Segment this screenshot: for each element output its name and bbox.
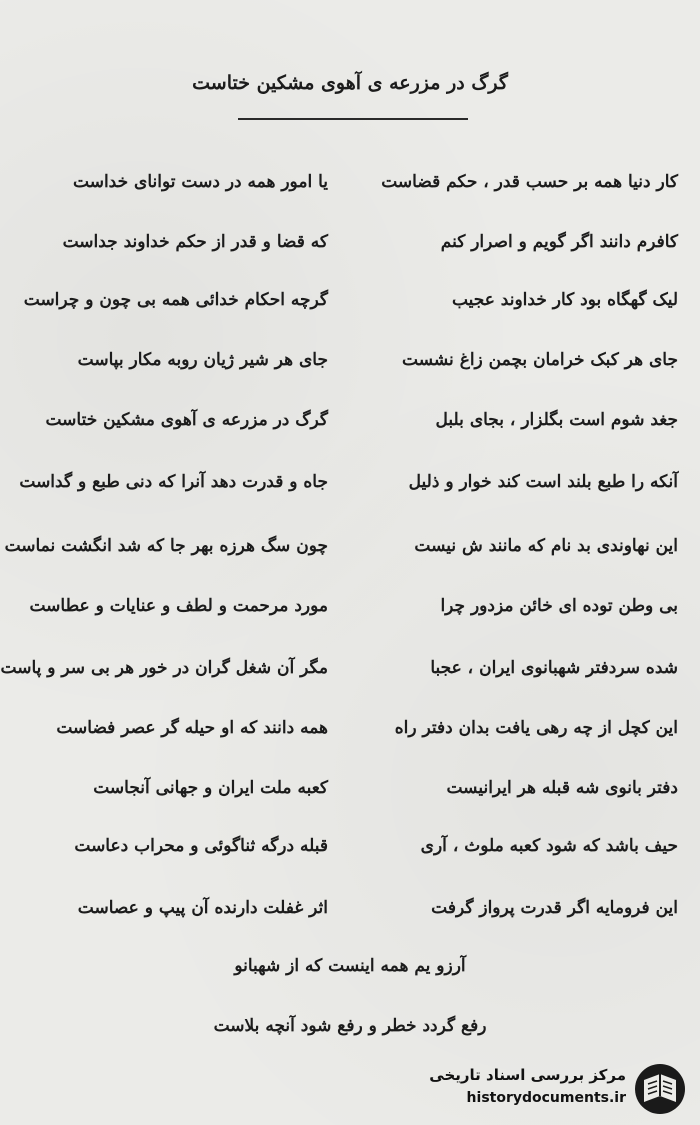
verse-second-hemistich: چون سگ هرزه بهر جا که شد انگشت نماست <box>4 536 328 556</box>
verse-row <box>0 888 700 928</box>
verse-second-hemistich: قبله درگه ثناگوئی و محراب دعاست <box>74 836 328 856</box>
verse-second-hemistich: همه دانند که او حیله گر عصر فضاست <box>56 718 328 738</box>
verse-row <box>0 526 700 566</box>
verse-first-hemistich: این فرومایه اگر قدرت پرواز گرفت <box>431 898 678 918</box>
verse-second-hemistich: مگر آن شغل گران در خور هر بی سر و پاست <box>0 658 328 678</box>
closing-line-1: آرزو یم همه اینست که از شهبانو <box>234 956 466 976</box>
watermark-logo <box>412 1060 692 1118</box>
verse-row <box>0 162 700 202</box>
verse-row <box>0 648 700 688</box>
verse-second-hemistich: که قضا و قدر از حکم خداوند جداست <box>62 232 328 252</box>
verse-first-hemistich: بی وطن توده ای خائن مزدور چرا <box>440 596 678 616</box>
verse-second-hemistich: گرگ در مزرعه ی آهوی مشکین ختاست <box>45 410 328 430</box>
verse-row <box>0 400 700 440</box>
verse-second-hemistich: کعبه ملت ایران و جهانی آنجاست <box>93 778 328 798</box>
verse-row <box>0 222 700 262</box>
verse-first-hemistich: لیک گهگاه بود کار خداوند عجیب <box>451 290 678 310</box>
verse-first-hemistich: شده سردفتر شهبانوی ایران ، عجبا <box>430 658 678 678</box>
title-underline <box>238 118 468 120</box>
verse-second-hemistich: گرچه احکام خدائی همه بی چون و چراست <box>23 290 328 310</box>
verse-second-hemistich: مورد مرحمت و لطف و عنایات و عطاست <box>29 596 328 616</box>
book-emblem-icon <box>632 1062 688 1116</box>
verse-row <box>0 586 700 626</box>
watermark-title: مرکز بررسی اسناد تاریخی <box>429 1066 626 1084</box>
poem-title: گرگ در مزرعه ی آهوی مشکین ختاست <box>192 72 508 94</box>
verse-row <box>0 826 700 866</box>
verse-first-hemistich: حیف باشد که شود کعبه ملوث ، آری <box>420 836 678 856</box>
verse-row <box>0 708 700 748</box>
verse-second-hemistich: جاه و قدرت دهد آنرا که دنی طبع و گداست <box>19 472 328 492</box>
verse-first-hemistich: کار دنیا همه بر حسب قدر ، حکم قضاست <box>381 172 678 192</box>
watermark-url: historydocuments.ir <box>466 1090 626 1106</box>
verse-first-hemistich: آنکه را طبع بلند است کند خوار و ذلیل <box>408 472 678 492</box>
verse-first-hemistich: جغد شوم است بگلزار ، بجای بلبل <box>435 410 678 430</box>
verse-first-hemistich: این کچل از چه رهی یافت بدان دفتر راه <box>394 718 678 738</box>
closing-line-2: رفع گردد خطر و رفع شود آنچه بلاست <box>213 1016 487 1036</box>
verse-row <box>0 280 700 320</box>
verse-row <box>0 340 700 380</box>
verse-second-hemistich: اثر غفلت دارنده آن پیپ و عصاست <box>77 898 328 918</box>
verse-row <box>0 462 700 502</box>
verse-second-hemistich: یا امور همه در دست توانای خداست <box>73 172 328 192</box>
verse-second-hemistich: جای هر شیر ژیان روبه مکار بپاست <box>77 350 328 370</box>
verse-first-hemistich: کافرم دانند اگر گویم و اصرار کنم <box>440 232 678 252</box>
verse-row <box>0 768 700 808</box>
verse-first-hemistich: این نهاوندی بد نام که مانند ش نیست <box>414 536 678 556</box>
verse-first-hemistich: دفتر بانوی شه قبله هر ایرانیست <box>446 778 678 798</box>
verse-first-hemistich: جای هر کبک خرامان بچمن زاغ نشست <box>402 350 678 370</box>
